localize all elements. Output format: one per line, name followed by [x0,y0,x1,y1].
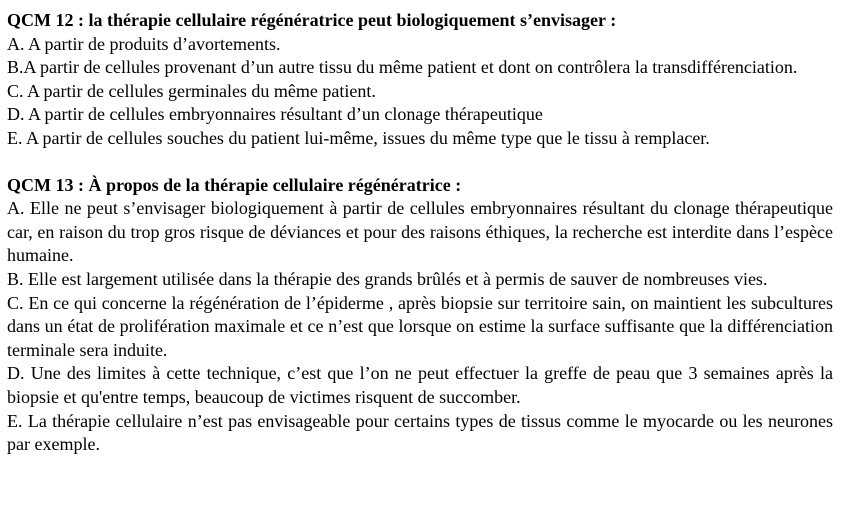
answer-option-b: B.A partir de cellules provenant d’un autre tissu du même patient et dont on contrôlera la transdifférenciation. [7,57,798,78]
document [7,9,833,457]
question-block-12 [7,9,833,151]
answer-option-e: E. La thérapie cellulaire n’est pas envisageable pour certains types de tissus comme le myocarde ou les neurones par exemple. [7,410,833,455]
section-spacer [7,151,833,174]
answer-option-a: A. Elle ne peut s’envisager biologiquement à partir de cellules embryonnaires résultant du clonage thérapeutique car, en raison du trop gros risque de déviances et pour des raisons éthiques, la recherche est interdite dans l’espèce humaine. [7,198,833,266]
answer-option-a: A. A partir de produits d’avortements. [7,33,281,54]
question-title: QCM 12 : la thérapie cellulaire régénératrice peut biologiquement s’envisager : [7,10,617,30]
answer-option-e: E. A partir de cellules souches du patient lui-même, issues du même type que le tissu à remplacer. [7,127,710,148]
answer-option-d: D. A partir de cellules embryonnaires résultant d’un clonage thérapeutique [7,104,543,125]
answer-option-c: C. A partir de cellules germinales du même patient. [7,80,376,101]
answer-option-b: B. Elle est largement utilisée dans la thérapie des grands brûlés et à permis de sauver de nombreuses vies. [7,268,768,289]
answer-option-c: C. En ce qui concerne la régénération de l’épiderme , après biopsie sur territoire sain, on maintient les subcultures dans un état de prolifération maximale et ce n’est que lorsque on estime la surface suffisante que la différenciation terminale sera induite. [7,292,833,360]
question-title: QCM 13 : À propos de la thérapie cellulaire régénératrice : [7,174,462,195]
answer-option-d: D. Une des limites à cette technique, c’est que l’on ne peut effectuer la greffe de peau que 3 semaines après la biopsie et qu'entre temps, beaucoup de victimes risquent de succomber. [7,363,833,407]
question-block-13 [7,174,833,457]
